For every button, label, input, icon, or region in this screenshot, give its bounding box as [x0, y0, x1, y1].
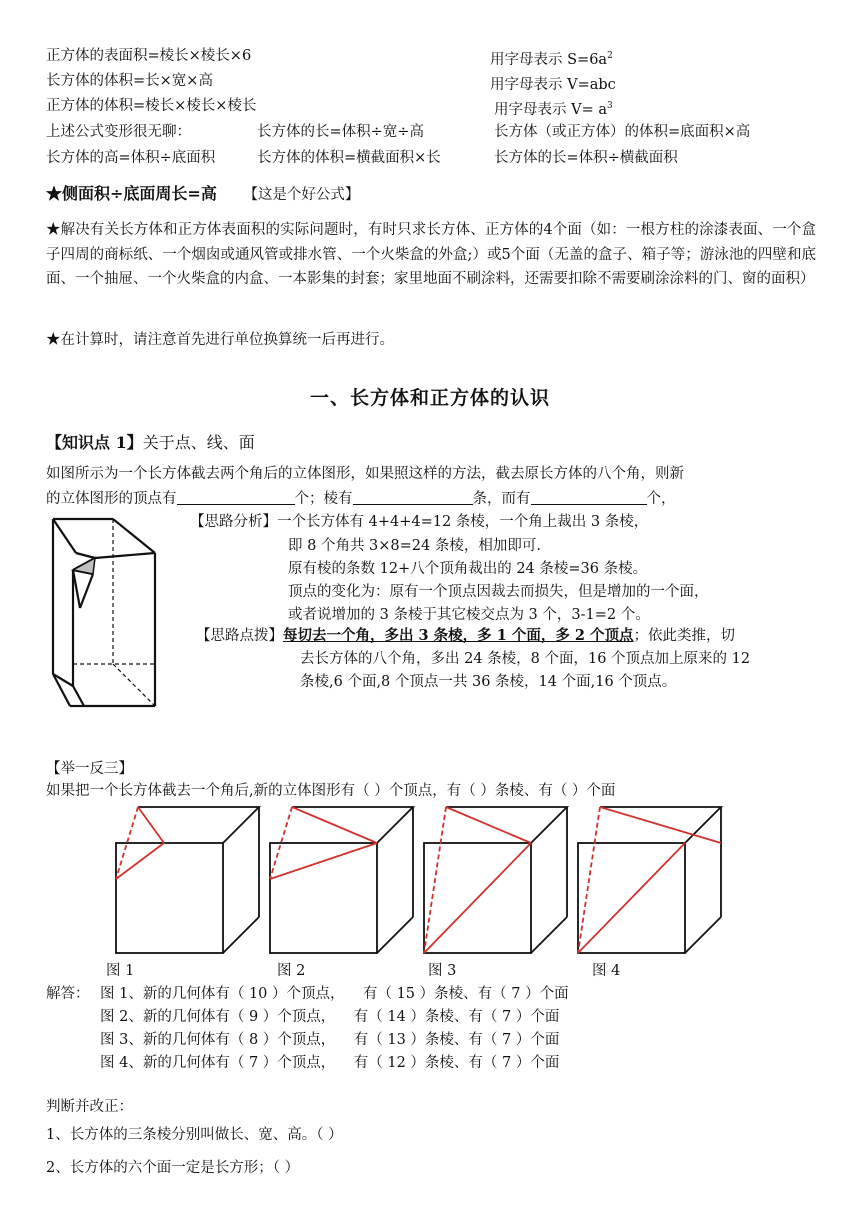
transform-b-2: 长方体的体积=横截面积×长	[257, 150, 441, 166]
side-formula-main: ★侧面积÷底面周长=高	[46, 184, 217, 203]
formula-text: 正方体的体积=棱长×棱长×棱长	[46, 98, 257, 114]
formula-row-1	[46, 44, 251, 68]
figure-label-4: 图 4	[592, 963, 621, 979]
formula-note-3: 用字母表示 $V= a^3$	[494, 101, 613, 118]
transform-a-2: 长方体的高=体积÷底面积	[46, 150, 216, 166]
answers-label: 解答：	[46, 986, 90, 1002]
answer-edges: 12	[387, 1055, 406, 1071]
practice-label: 【举一反三】	[46, 761, 133, 777]
judge-title: 判断并改正：	[46, 1099, 133, 1115]
cube-figure-2	[270, 807, 413, 953]
knowledge-point-heading	[46, 430, 255, 456]
hint-label: 【思路点拨】	[196, 628, 283, 644]
tip-paragraph-1: ★解决有关长方体和正方体表面积的实际问题时，有时只求长方体、正方体的4个面（如：一根方柱的涂漆表面、一个盒子四周的商标纸、一个烟囱或通风管或排水管、一个火柴盒的外盒;）或5个面（无盖的盒子、箱子等；游泳池的四壁和底面、一个抽屉、一个火柴盒的内盒、一本影集的封套；家里地面不刷涂料，还需要扣除不需要刷涂涂料的门、窗的面积）	[46, 222, 816, 287]
answer-faces: 7	[511, 986, 521, 1002]
side-formula-note: 【这是个好公式】	[243, 187, 360, 203]
blank-faces[interactable]	[531, 488, 647, 505]
formula-row-2	[46, 69, 213, 93]
hint-line-3: 条棱,6 个面,8 个顶点一共 36 条棱，14 个面,16 个顶点。	[300, 674, 677, 690]
answer-edges: 13	[387, 1032, 406, 1048]
cube-figure-4	[578, 807, 721, 953]
analysis-line-2: 即 8 个角共 3×8=24 条棱，相加即可.	[288, 538, 541, 554]
answer-vertices: 10	[248, 986, 268, 1002]
analysis-line-5: 或者说增加的 3 条棱于其它棱交点为 3 个，3-1=2 个。	[288, 607, 650, 623]
blank-vertices[interactable]	[177, 488, 295, 505]
judge-item-1: 1、长方体的三条棱分别叫做长、宽、高。（ ）	[46, 1127, 343, 1143]
answer-row-3: 图 3、新的几何体有（ 8 ）个顶点， 有（ 13 ）条棱、有（ 7 ）个面	[100, 1032, 560, 1048]
section-title: 一、长方体和正方体的认识	[309, 387, 550, 409]
transform-a-1: 上述公式变形很无聊：	[46, 124, 191, 140]
practice-question: 如果把一个长方体截去一个角后,新的立体图形有（ ）个顶点，有（ ）条棱、有（ ）个面	[46, 783, 616, 799]
judge-item-2: 2、长方体的六个面一定是长方形；（ ）	[46, 1160, 300, 1176]
knowledge-point-bracket: 【知识点 1】	[46, 433, 143, 452]
blank-edges[interactable]	[353, 488, 473, 505]
formula-row-3	[46, 94, 256, 118]
answer-vertices: 8	[248, 1032, 259, 1048]
answer-faces: 7	[502, 1032, 512, 1048]
formula-text: 正方体的表面积=棱长×棱长×6	[46, 48, 252, 64]
formula-note-1: 用字母表示 $S=6a^2$	[490, 51, 613, 68]
figure-label-3: 图 3	[428, 963, 457, 979]
figure-label-1: 图 1	[106, 963, 135, 979]
side-formula	[46, 181, 359, 208]
knowledge-point-title: 关于点、线、面	[142, 433, 255, 452]
hint-line-1: 【思路点拨】每切去一个角，多出 3 条棱，多 1 个面，多 2 个顶点；依此类推，切	[196, 627, 736, 644]
question-line-1: 如图所示为一个长方体截去两个角后的立体图形，如果照这样的方法，截去原长方体的八个角，则新	[46, 466, 684, 482]
transform-c-2: 长方体的长=体积÷横截面积	[494, 150, 678, 166]
answer-vertices: 7	[248, 1055, 259, 1071]
analysis-label: 【思路分析】	[190, 514, 277, 530]
answer-row-2: 图 2、新的几何体有（ 9 ）个顶点， 有（ 14 ）条棱、有（ 7 ）个面	[100, 1009, 560, 1025]
answer-edges: 15	[396, 986, 416, 1002]
transform-c-1: 长方体（或正方体）的体积=底面积×高	[494, 124, 751, 140]
analysis-line-3: 原有棱的条数 12+八个顶角裁出的 24 条棱=36 条棱。	[288, 561, 648, 577]
answer-row-1: 图 1、新的几何体有（ 10 ）个顶点， 有（ 15 ）条棱、有（ 7 ）个面	[100, 986, 569, 1002]
question-line-2: 的立体图形的顶点有 个；棱有 条，而有 个，	[46, 487, 676, 511]
formula-note-2: 用字母表示 V=abc	[490, 76, 616, 93]
cube-figure-3	[424, 807, 567, 953]
figure-label-2: 图 2	[277, 963, 306, 979]
formula-text: 长方体的体积=长×宽×高	[46, 73, 213, 89]
analysis-line-4: 顶点的变化为：原有一个顶点因裁去而损失，但是增加的一个面，	[288, 584, 709, 600]
analysis-line-1: 【思路分析】一个长方体有 4+4+4=12 条棱，一个角上裁出 3 条棱，	[190, 514, 649, 530]
answer-faces: 7	[502, 1055, 512, 1071]
cube-figure-1	[116, 807, 259, 953]
cube-figures	[108, 804, 728, 956]
tip-paragraph-2: ★在计算时，请注意首先进行单位换算统一后再进行。	[46, 332, 394, 348]
answer-edges: 14	[387, 1009, 406, 1025]
transform-b-1: 长方体的长=体积÷宽÷高	[257, 124, 424, 140]
hint-key-rule: 每切去一个角，多出 3 条棱，多 1 个面，多 2 个顶点	[283, 627, 634, 644]
answer-row-4: 图 4、新的几何体有（ 7 ）个顶点， 有（ 12 ）条棱、有（ 7 ）个面	[100, 1055, 560, 1071]
cut-cuboid-figure	[48, 516, 160, 712]
answer-faces: 7	[502, 1009, 512, 1025]
answer-vertices: 9	[248, 1009, 259, 1025]
hint-line-2: 去长方体的八个角，多出 24 条棱，8 个面，16 个顶点加上原来的 12	[300, 651, 751, 667]
